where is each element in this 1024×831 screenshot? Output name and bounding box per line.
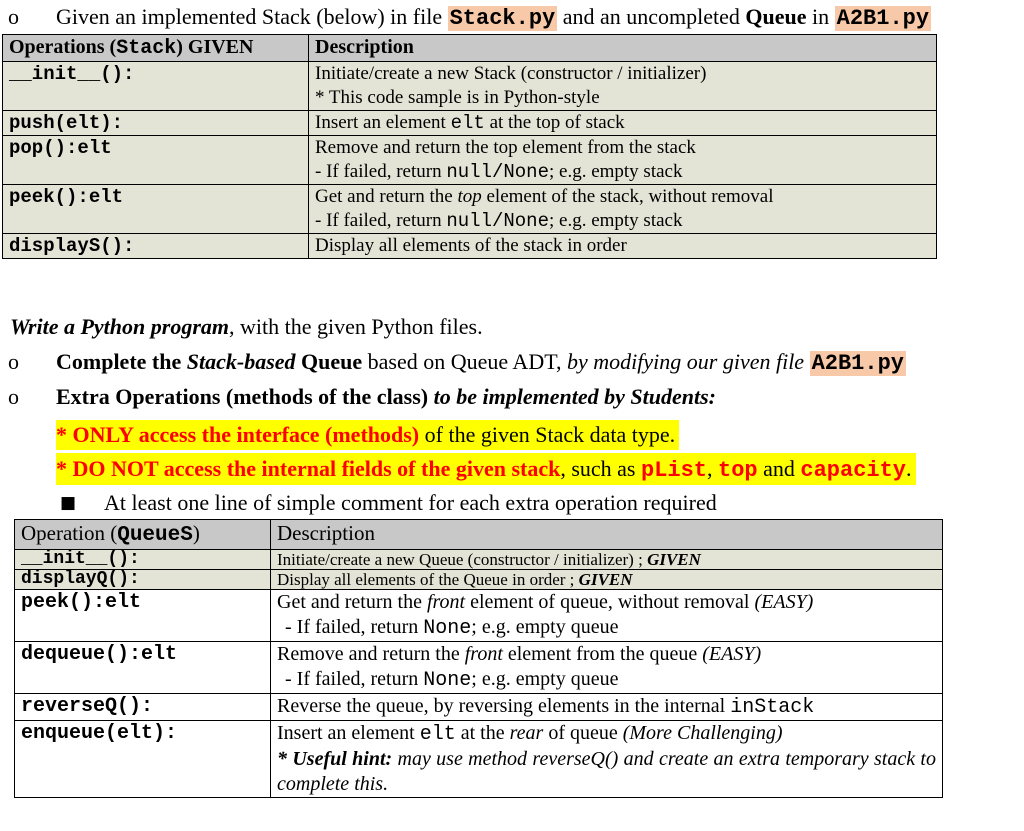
description-cell: Display all elements of the stack in order	[309, 234, 937, 259]
queue-operations-table	[14, 519, 943, 798]
description-cell: Initiate/create a new Stack (constructor / initializer) * This code sample is in Python-style	[309, 62, 937, 111]
operation-cell: __init__():	[15, 550, 271, 570]
operation-cell: enqueue(elt):	[15, 721, 271, 798]
square-bullet-icon: ■	[60, 493, 77, 513]
description-cell: Remove and return the top element from the stack - If failed, return null/None; e.g. empty stack	[309, 136, 937, 185]
operation-header: Operation (QueueS)	[15, 520, 271, 550]
write-program-line: Write a Python program, with the given Python files.	[10, 314, 483, 339]
description-cell: Display all elements of the Queue in order ; GIVEN	[271, 570, 943, 590]
description-cell: Remove and return the front element from the queue (EASY) - If failed, return None; e.g. empty queue	[271, 642, 943, 694]
table-row	[15, 642, 943, 694]
intro-text: Given an implemented Stack (below) in file Stack.py and an uncompleted Queue in A2B1.py	[56, 4, 930, 31]
table-row	[3, 185, 937, 234]
operation-cell: peek():elt	[3, 185, 309, 234]
operation-cell: displayQ():	[15, 570, 271, 590]
operation-cell: reverseQ():	[15, 694, 271, 721]
stack-operations-table	[2, 34, 937, 259]
description-cell: Insert an element elt at the rear of queue (More Challenging) * Useful hint: may use method reverseQ() and create an extra temporary stack to complete this.	[271, 721, 943, 798]
bullet-complete-queue: o Complete the Stack-based Queue based on Queue ADT, by modifying our given file A2B1.py	[8, 349, 904, 376]
note-interface-only: * ONLY access the interface (methods) of the given Stack data type.	[56, 420, 679, 450]
table-row	[3, 234, 937, 259]
bullet-marker: o	[8, 349, 19, 374]
table-row	[15, 721, 943, 798]
operation-cell: __init__():	[3, 62, 309, 111]
operation-cell: push(elt):	[3, 111, 309, 136]
description-cell: Reverse the queue, by reversing elements in the internal inStack	[271, 694, 943, 721]
description-header: Description	[271, 520, 943, 550]
stack-file-name: Stack.py	[449, 6, 556, 31]
intro-line	[0, 2, 1024, 32]
table-row	[15, 590, 943, 642]
bullet-marker: o	[8, 4, 19, 29]
description-cell: Get and return the top element of the stack, without removal - If failed, return null/None; e.g. empty stack	[309, 185, 937, 234]
queue-file-name: A2B1.py	[836, 6, 930, 31]
description-cell: Get and return the front element of queue, without removal (EASY) - If failed, return None; e.g. empty queue	[271, 590, 943, 642]
operation-cell: pop():elt	[3, 136, 309, 185]
sub-bullet-comment: ■ At least one line of simple comment for each extra operation required	[0, 488, 1024, 518]
operation-cell: displayS():	[3, 234, 309, 259]
bullet-marker: o	[8, 384, 19, 409]
table-row	[3, 111, 937, 136]
operations-header: Operations (Stack) GIVEN	[3, 35, 309, 62]
description-header: Description	[309, 35, 937, 62]
table-row	[15, 570, 943, 590]
queue-file-name: A2B1.py	[811, 351, 904, 376]
description-cell: Initiate/create a new Queue (constructor / initializer) ; GIVEN	[271, 550, 943, 570]
note-no-internal-fields: * DO NOT access the internal fields of the given stack, such as pList, top and capacity.	[56, 453, 916, 485]
table-row	[3, 136, 937, 185]
table-header-row	[3, 35, 937, 62]
table-row	[15, 550, 943, 570]
bullet-extra-operations: o Extra Operations (methods of the class) to be implemented by Students:	[0, 382, 1024, 412]
operation-cell: dequeue():elt	[15, 642, 271, 694]
operation-cell: peek():elt	[15, 590, 271, 642]
table-header-row	[15, 520, 943, 550]
table-row	[3, 62, 937, 111]
description-cell: Insert an element elt at the top of stack	[309, 111, 937, 136]
table-row	[15, 694, 943, 721]
